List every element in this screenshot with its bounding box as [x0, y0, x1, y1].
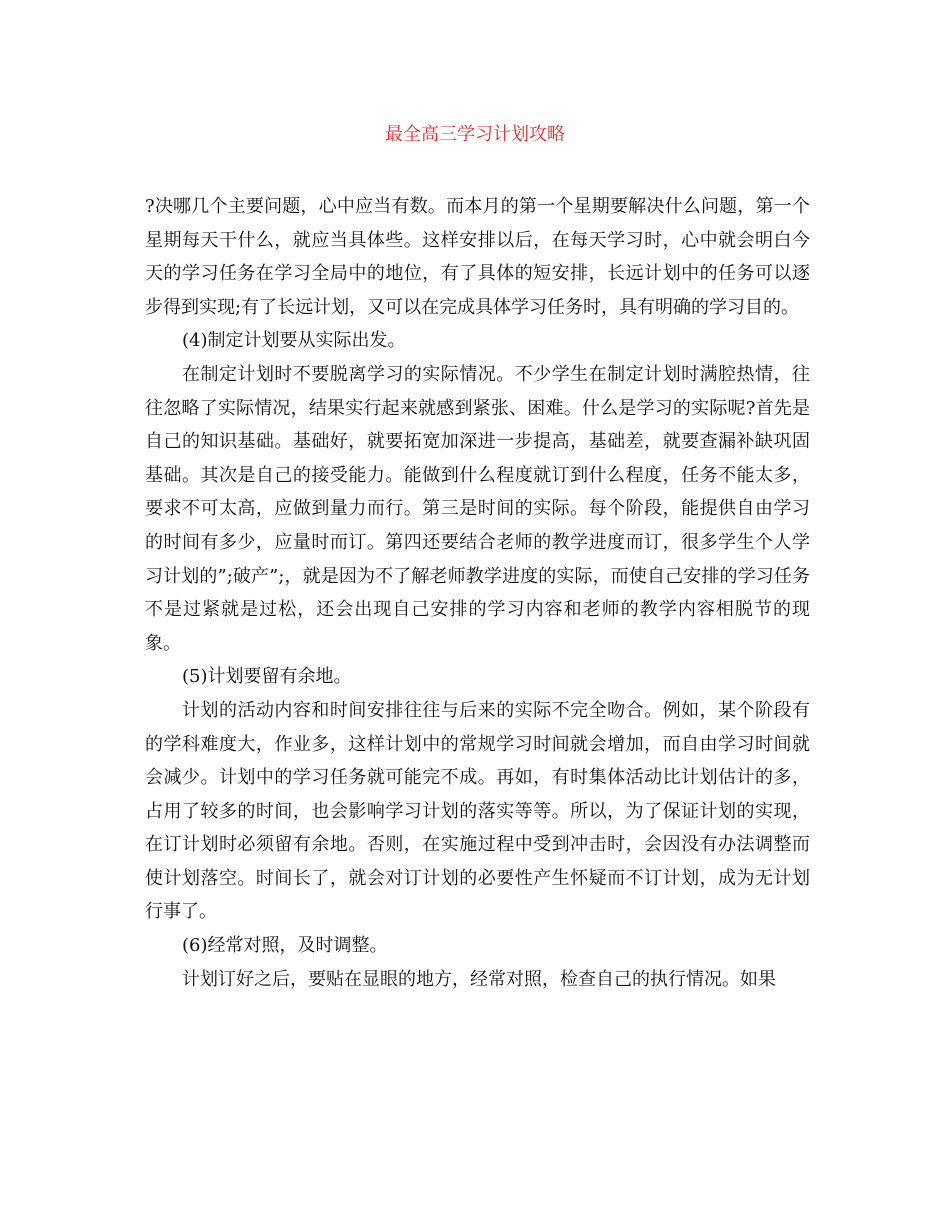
paragraph: 计划的活动内容和时间安排往往与后来的实际不完全吻合。例如，某个阶段有的学科难度大，作业多，这样计划中的常规学习时间就会增加，而自由学习时间就会减少。计划中的学习任务就可能完不成。再如，有时集体活动比计划估计的多，占用了较多的时间，也会影响学习计划的落实等等。所以，为了保证计划的实现，在订计划时必须留有余地。否则，在实施过程中受到冲击时，会因没有办法调整而使计划落空。时间长了，就会对订计划的必要性产生怀疑而不订计划，成为无计划行事了。 — [145, 699, 810, 923]
section-heading: (6)经常对照，及时调整。 — [182, 935, 388, 957]
paragraph: ?决哪几个主要问题，心中应当有数。而本月的第一个星期要解决什么问题，第一个星期每天干什么，就应当具体些。这样安排以后，在每天学习时，心中就会明白今天的学习任务在学习全局中的地位，有了具体的短安排，长远计划中的任务可以逐步得到实现;有了长远计划，又可以在完成具体学习任务时，具有明确的学习目的。 — [145, 196, 810, 318]
section-heading: (5)计划要留有余地。 — [182, 666, 352, 688]
paragraph: 在制定计划时不要脱离学习的实际情况。不少学生在制定计划时满腔热情，往往忽略了实际情况，结果实行起来就感到紧张、困难。什么是学习的实际呢?首先是自己的知识基础。基础好，就要拓宽加深进一步提高，基础差，就要查漏补缺巩固基础。其次是自己的接受能力。能做到什么程度就订到什么程度，任务不能太多，要求不可太高，应做到量力而行。第三是时间的实际。每个阶段，能提供自由学习的时间有多少，应量时而订。第四还要结合老师的教学进度而订，很多学生个人学习计划的”;破产”;，就是因为不了解老师教学进度的实际，而使自己安排的学习任务不是过紧就是过松，还会出现自己安排的学习内容和老师的教学内容相脱节的现象。 — [145, 363, 810, 654]
document-title: 最全高三学习计划攻略 — [385, 124, 565, 145]
paragraph: 计划订好之后，要贴在显眼的地方，经常对照，检查自己的执行情况。如果 — [182, 968, 776, 990]
document-body — [145, 190, 810, 996]
section-heading: (4)制定计划要从实际出发。 — [182, 330, 406, 352]
